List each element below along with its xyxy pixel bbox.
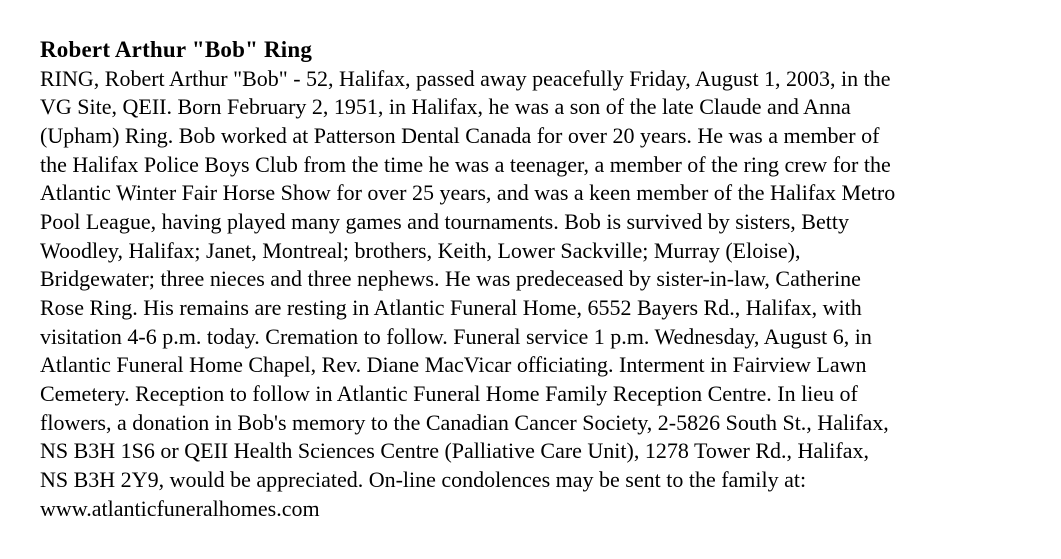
obituary-text-line: Rose Ring. His remains are resting in Atlantic Funeral Home, 6552 Bayers Rd., Halifax, with <box>40 294 862 320</box>
obituary-text-line: (Upham) Ring. Bob worked at Patterson Dental Canada for over 20 years. He was a member of <box>40 122 880 148</box>
obituary-text-line: Atlantic Winter Fair Horse Show for over 25 years, and was a keen member of the Halifax Metro <box>40 180 896 206</box>
obituary-text-line: NS B3H 1S6 or QEII Health Sciences Centre (Palliative Care Unit), 1278 Tower Rd., Halifax, <box>40 438 869 464</box>
obituary-text-line: VG Site, QEII. Born February 2, 1951, in Halifax, he was a son of the late Claude and Anna <box>40 94 851 120</box>
obituary-text-line: the Halifax Police Boys Club from the time he was a teenager, a member of the ring crew for the <box>40 151 891 177</box>
obituary-text-line: flowers, a donation in Bob's memory to the Canadian Cancer Society, 2-5826 South St., Halifax, <box>40 409 889 435</box>
obituary-text-line: Bridgewater; three nieces and three nephews. He was predeceased by sister-in-law, Catherine <box>40 266 861 292</box>
obituary-text-line: visitation 4-6 p.m. today. Cremation to follow. Funeral service 1 p.m. Wednesday, August 6, in <box>40 323 872 349</box>
obituary-text-line: Pool League, having played many games and tournaments. Bob is survived by sisters, Betty <box>40 208 849 234</box>
obituary-text-line: Cemetery. Reception to follow in Atlantic Funeral Home Family Reception Centre. In lieu of <box>40 380 858 406</box>
obituary-text-line: NS B3H 2Y9, would be appreciated. On-line condolences may be sent to the family at: <box>40 466 807 492</box>
obituary-website-line: www.atlanticfuneralhomes.com <box>40 495 320 521</box>
obituary-text-line: Woodley, Halifax; Janet, Montreal; brothers, Keith, Lower Sackville; Murray (Eloise), <box>40 237 801 263</box>
obituary-text-line: RING, Robert Arthur "Bob" - 52, Halifax, passed away peacefully Friday, August 1, 2003, in the <box>40 65 891 91</box>
page-title: Robert Arthur "Bob" Ring <box>40 37 313 62</box>
obituary-text-line: Atlantic Funeral Home Chapel, Rev. Diane MacVicar officiating. Interment in Fairview Lawn <box>40 352 867 378</box>
